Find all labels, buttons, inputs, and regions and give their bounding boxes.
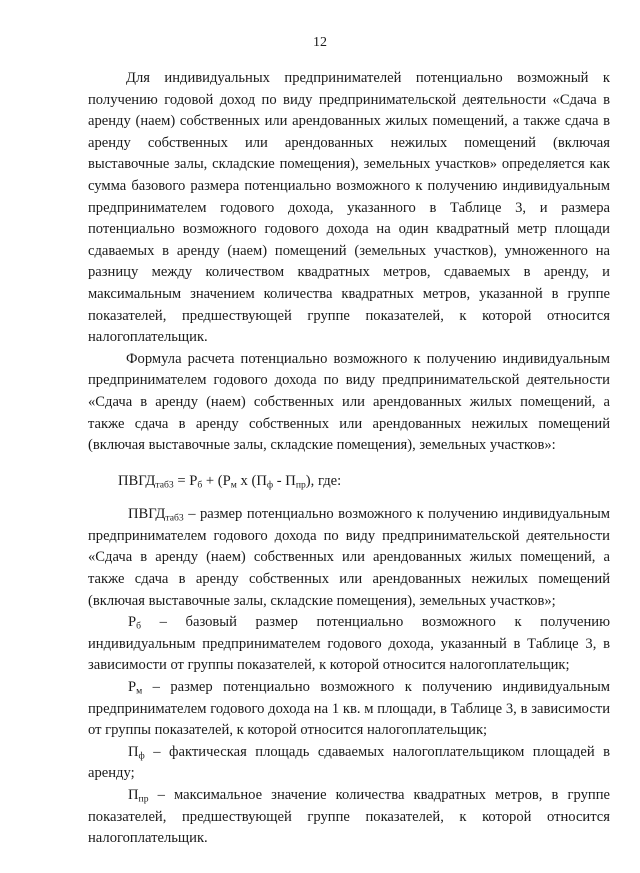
definition-text: – максимальное значение количества квадратных метров, в группе показателей, предшествующей группе показателей, к которой относится налогоплательщик. [88, 787, 610, 847]
definition-symbol: ПВГД [128, 506, 166, 523]
page-number: 12 [313, 35, 327, 50]
definition-symbol: Р [128, 679, 137, 696]
formula-pm-subscript: м [230, 479, 237, 491]
definition-subscript: б [136, 620, 142, 632]
formula-plus-pm: + (Р [202, 472, 231, 489]
definition-pb [88, 612, 610, 677]
definition-pf [88, 742, 610, 785]
formula [88, 471, 610, 493]
formula-times-pf: х (П [236, 472, 267, 489]
intro-paragraph-1: Для индивидуальных предпринимателей потенциально возможный к получению годовой доход по виду предпринимательской деятельности «Сдача в аренду (наем) собственных или арендованных жилых помещений, а также сдача в аренду собственных или арендованных нежилых помещений (включая выставочные залы, складские помещения), земельных участков» определяется как сумма базового размера потенциально возможного к получению индивидуальным предпринимателем годового дохода, указанного в Таблице 3, и размера потенциально возможного годового дохода на один квадратный метр площади сдаваемых в аренду (наем) помещений (земельных участков), умноженного на разницу между количеством квадратных метров, сдаваемых в аренду, и максимальным значением количества квадратных метров, указанной в группе показателей, предшествующей группе показателей, к которой относится налогоплательщик. [88, 70, 610, 346]
formula-lhs-subscript: таб3 [155, 479, 174, 491]
document-body [88, 68, 610, 850]
formula-equals-pb: = Р [173, 472, 198, 489]
definition-text: – базовый размер потенциально возможного к получению индивидуальным предпринимателем годового дохода, указанный в Таблице 3, в зависимости от группы показателей, к которой относится налогоплательщик; [88, 614, 610, 674]
formula-pb-subscript: б [197, 479, 203, 491]
formula-tail: ), где: [305, 472, 342, 489]
definition-subscript: ф [138, 750, 145, 762]
definition-subscript: м [136, 685, 143, 697]
definition-symbol: Р [128, 614, 137, 631]
definition-text: – фактическая площадь сдаваемых налогоплательщиком площадей в аренду; [88, 743, 610, 782]
definition-text: – размер потенциально возможного к получению индивидуальным предпринимателем годового дохода по виду предпринимательской деятельности «Сдача в аренду (наем) собственных или арендованных жилых помещений, а также сдача в аренду собственных или арендованных нежилых помещений (включая выставочные залы, складские помещения), земельных участков»; [88, 506, 610, 609]
definition-symbol: П [128, 787, 139, 803]
definition-symbol: П [128, 743, 139, 760]
formula-minus-ppr: - П [273, 472, 296, 489]
definition-ppr [88, 785, 610, 850]
formula-ppr-subscript: пр [295, 479, 306, 491]
formula-lhs: ПВГД [118, 472, 156, 489]
definition-subscript: пр [138, 793, 149, 805]
intro-paragraph-2: Формула расчета потенциально возможного к получению индивидуальным предпринимателем годового дохода по виду предпринимательской деятельности «Сдача в аренду (наем) собственных или арендованных жилых помещений, а также сдача в аренду собственных или арендованных нежилых помещений (включая выставочные залы, складские помещения), земельных участков»: [88, 350, 610, 454]
definition-text: – размер потенциально возможного к получению индивидуальным предпринимателем годового дохода на 1 кв. м площади, в Таблице 3, в зависимости от группы показателей, к которой относится налогоплательщик; [88, 679, 610, 739]
definition-pvgd [88, 504, 610, 612]
definition-pm [88, 677, 610, 742]
definition-subscript: таб3 [165, 512, 184, 524]
formula-pf-subscript: ф [266, 479, 274, 491]
